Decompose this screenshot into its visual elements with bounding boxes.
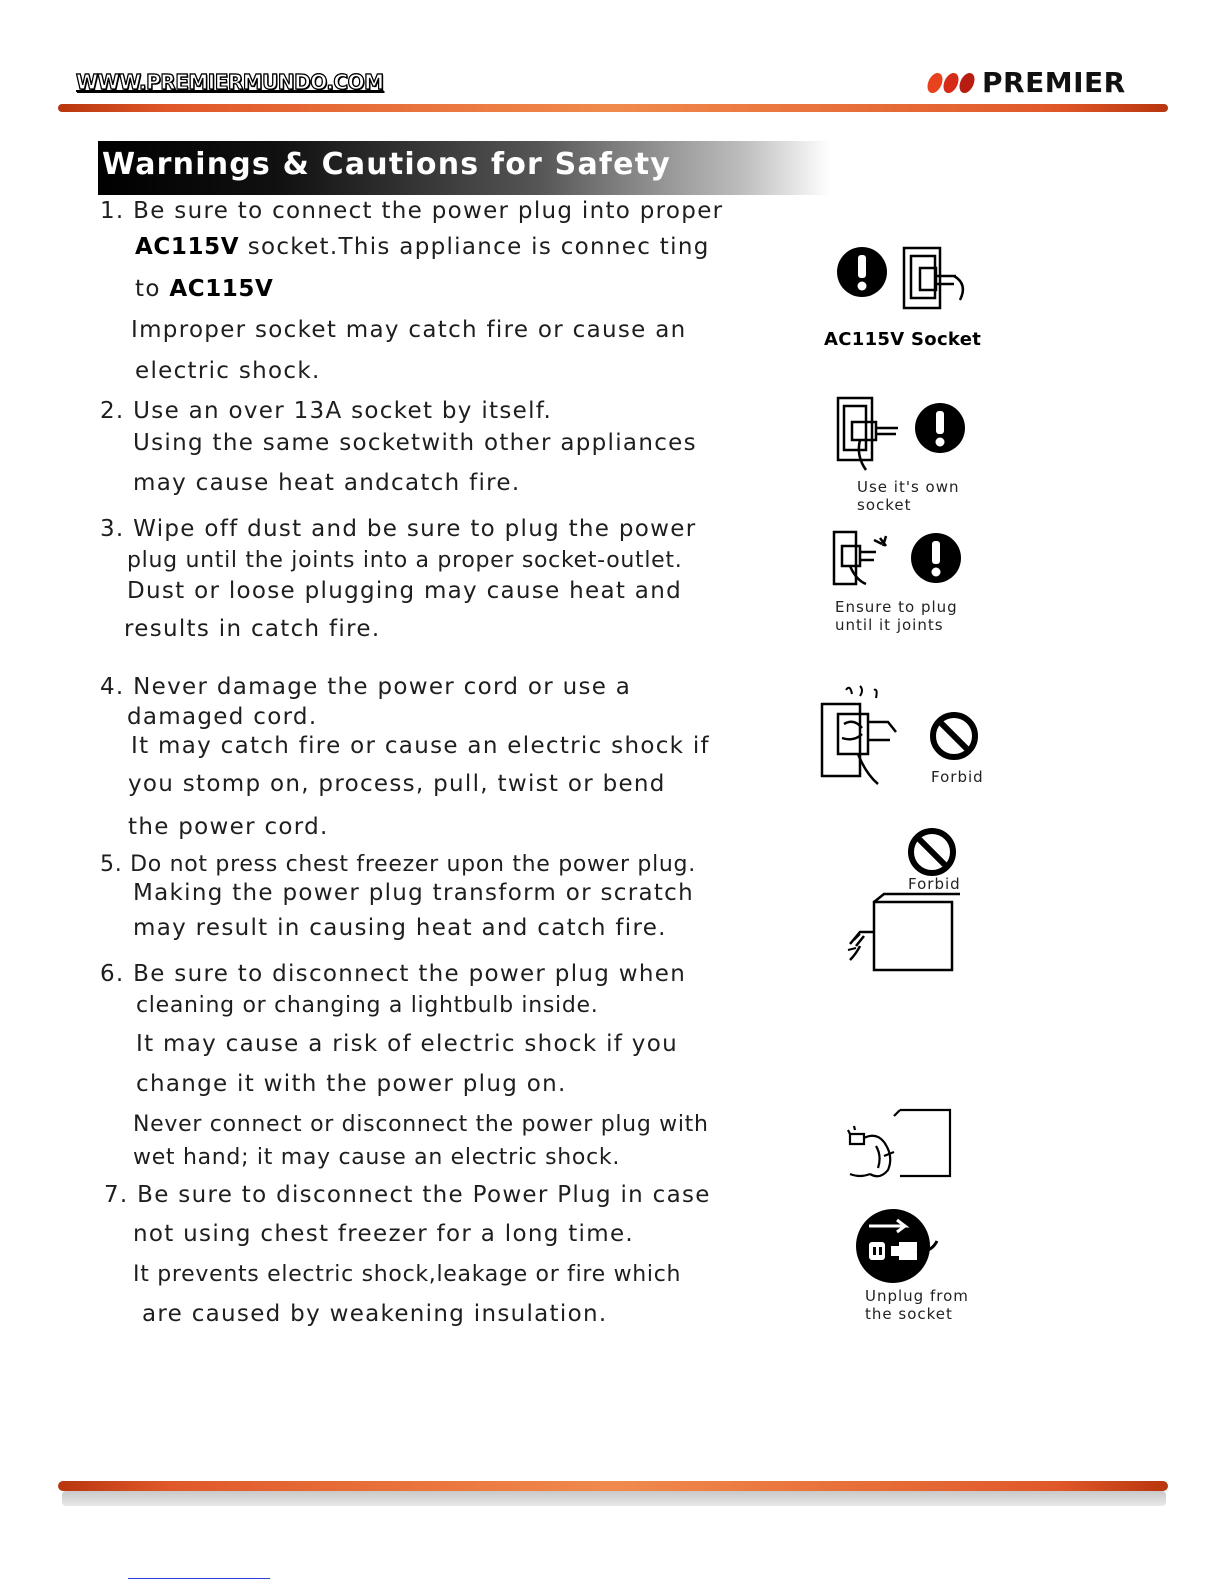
- footer-divider: [58, 1481, 1168, 1491]
- warning-4-line-2: damaged cord.: [127, 704, 318, 730]
- caption-forbid-cord: Forbid: [931, 768, 984, 786]
- warning-6-line-3: It may cause a risk of electric shock if you: [136, 1031, 678, 1057]
- wall-socket-plug-icon: [838, 398, 898, 470]
- prohibition-icon: [911, 831, 953, 873]
- caption-unplug: Unplug from the socket: [865, 1287, 969, 1323]
- freezer-on-plug-illustration: [842, 828, 972, 978]
- warning-1-line-1: 1. Be sure to connect the power plug into proper: [100, 198, 724, 224]
- warning-2-line-3: may cause heat andcatch fire.: [133, 470, 521, 496]
- warning-5-line-1: 5. Do not press chest freezer upon the power plug.: [100, 852, 696, 877]
- warning-4-line-1: 4. Never damage the power cord or use a: [100, 674, 632, 700]
- warning-6-line-6: wet hand; it may cause an electric shock.: [133, 1145, 621, 1170]
- page-title: Warnings & Cautions for Safety: [102, 147, 671, 182]
- damaged-cord-icon: [822, 686, 896, 784]
- wet-hand-plug-icon: [848, 1110, 950, 1176]
- unplug-icon: [856, 1209, 937, 1283]
- exclamation-icon: [915, 403, 965, 453]
- footer-link-line: [128, 1578, 270, 1579]
- exclamation-icon: [911, 533, 961, 583]
- warning-1-line-5: electric shock.: [135, 358, 321, 384]
- header-divider: [58, 104, 1168, 112]
- warning-7-line-4: are caused by weakening insulation.: [142, 1301, 608, 1327]
- caption-own-socket: Use it's own socket: [857, 478, 960, 514]
- warning-6-line-4: change it with the power plug on.: [136, 1071, 567, 1097]
- warning-7-line-3: It prevents electric shock,leakage or fire which: [133, 1262, 682, 1287]
- warning-3-line-3: Dust or loose plugging may cause heat and: [127, 578, 682, 604]
- warning-2-line-2: Using the same socketwith other appliances: [133, 430, 697, 456]
- exclamation-icon: [837, 247, 887, 297]
- brand-logo: [928, 66, 1126, 99]
- voltage-label: AC115V: [135, 234, 240, 260]
- wall-socket-plug-icon: [904, 248, 963, 308]
- prohibition-icon: [933, 715, 975, 757]
- warning-3-line-4: results in catch fire.: [124, 616, 381, 642]
- socket-warning-illustration: [834, 246, 1004, 326]
- chest-freezer-icon: [848, 894, 960, 970]
- caption-ensure-plug: Ensure to plug until it joints: [835, 598, 958, 634]
- warning-1-line-2: AC115V socket.This appliance is connec ting: [135, 234, 710, 260]
- caption-forbid-freezer: Forbid: [908, 875, 961, 893]
- brand-name: PREMIER: [982, 66, 1126, 99]
- warning-5-line-3: may result in causing heat and catch fire.: [133, 915, 667, 941]
- warning-4-line-5: the power cord.: [128, 814, 329, 840]
- warning-1-line-3: to AC115V: [135, 276, 274, 302]
- site-url[interactable]: WWW.PREMIERMUNDO.COM: [76, 70, 384, 94]
- caption-socket: AC115V Socket: [824, 329, 982, 350]
- warning-7-line-2: not using chest freezer for a long time.: [133, 1221, 635, 1247]
- warning-7-line-1: 7. Be sure to disconnect the Power Plug in case: [104, 1182, 711, 1208]
- warning-5-line-2: Making the power plug transform or scratch: [133, 880, 694, 906]
- warning-3-line-1: 3. Wipe off dust and be sure to plug the power: [100, 516, 697, 542]
- wet-hand-illustration: [840, 1106, 960, 1186]
- warning-4-line-3: It may catch fire or cause an electric shock if: [131, 733, 710, 759]
- ensure-plug-illustration: [830, 528, 970, 594]
- brand-dots: [928, 73, 974, 93]
- warning-3-line-2: plug until the joints into a proper socket-outlet.: [127, 548, 683, 573]
- warning-4-line-4: you stomp on, process, pull, twist or bend: [128, 771, 666, 797]
- voltage-label: AC115V: [169, 276, 274, 302]
- warning-2-line-1: 2. Use an over 13A socket by itself.: [100, 398, 553, 424]
- wall-socket-plug-icon: [834, 532, 886, 584]
- warning-6-line-5: Never connect or disconnect the power plug with: [133, 1112, 709, 1137]
- warning-6-line-1: 6. Be sure to disconnect the power plug when: [100, 961, 687, 987]
- own-socket-illustration: [834, 396, 974, 476]
- warning-6-line-2: cleaning or changing a lightbulb inside.: [136, 993, 599, 1018]
- warning-1-line-4: Improper socket may catch fire or cause an: [131, 317, 687, 343]
- footer-shadow-bar: [62, 1491, 1166, 1506]
- unplug-illustration: [855, 1208, 945, 1288]
